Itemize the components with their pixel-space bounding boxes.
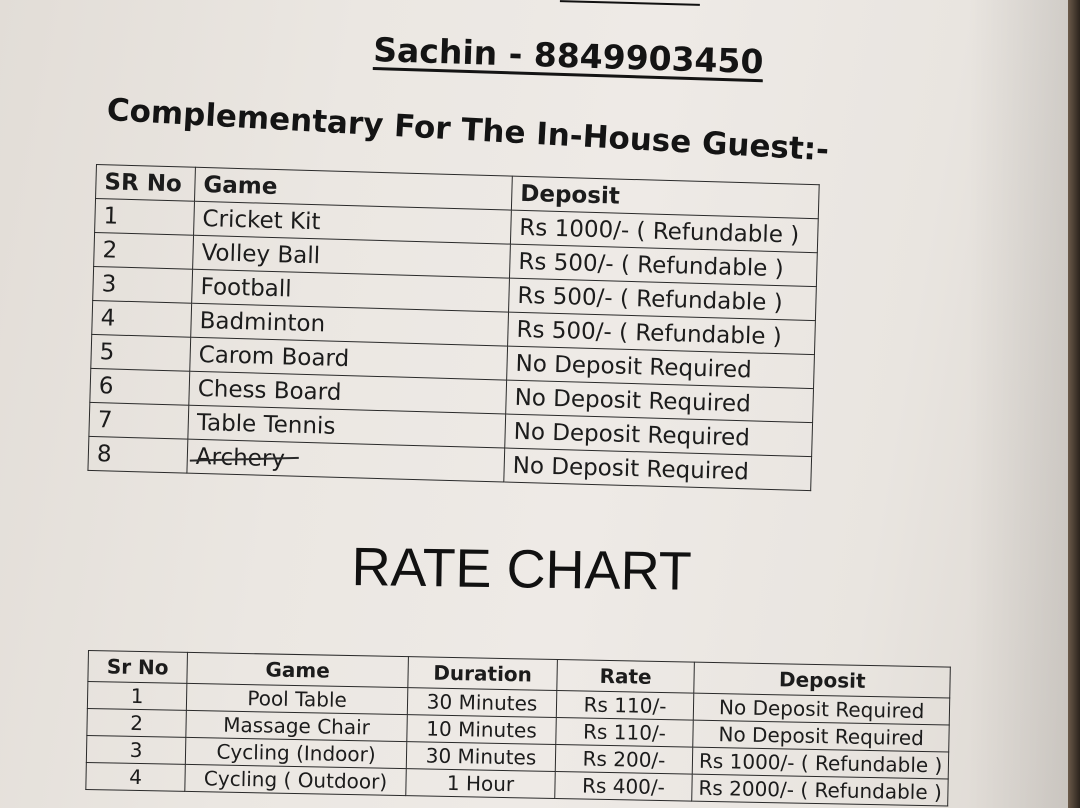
sr-cell: 2 [87, 708, 187, 737]
rate-cell: Rs 110/- [556, 691, 693, 721]
contact-line: Sachin - 8849903450 [372, 30, 764, 82]
sr-cell: 1 [87, 682, 187, 711]
frame-edge [1068, 0, 1080, 808]
game-cell: Football [192, 269, 510, 312]
sr-cell: 7 [89, 402, 189, 439]
game-cell: Table Tennis [188, 405, 506, 448]
header-rate: Rate [557, 660, 695, 694]
cut-off-underline [560, 0, 700, 6]
sr-cell: 4 [92, 300, 192, 337]
duration-cell: 30 Minutes [406, 742, 555, 772]
deposit-cell: Rs 1000/- ( Refundable ) [510, 210, 818, 253]
sr-cell: 3 [86, 735, 186, 764]
sr-cell: 2 [94, 232, 194, 269]
deposit-cell: No Deposit Required [693, 693, 950, 725]
game-cell: Chess Board [189, 371, 507, 414]
header-sr-no: Sr No [88, 651, 188, 684]
header-deposit: Deposit [694, 662, 951, 698]
complementary-heading: Complementary For The In-House Guest:- [105, 92, 830, 169]
deposit-cell: No Deposit Required [506, 380, 814, 423]
deposit-cell: No Deposit Required [505, 414, 813, 457]
game-cell: Pool Table [186, 683, 407, 714]
header-sr-no: SR No [96, 165, 196, 202]
sr-cell: 1 [95, 199, 195, 236]
sr-cell: 6 [90, 368, 190, 405]
game-cell: Badminton [191, 303, 509, 346]
header-deposit: Deposit [511, 176, 819, 219]
rate-table [85, 650, 951, 807]
deposit-cell: No Deposit Required [507, 346, 815, 389]
game-cell: Cycling ( Outdoor) [185, 764, 406, 795]
rate-table-wrap [85, 650, 951, 807]
game-cell: Massage Chair [186, 710, 407, 741]
deposit-cell: No Deposit Required [504, 448, 812, 491]
rate-chart-title: RATE CHART [351, 536, 692, 602]
deposit-cell: Rs 2000/- ( Refundable ) [692, 774, 949, 806]
deposit-cell: Rs 500/- ( Refundable ) [509, 278, 817, 321]
duration-cell: 1 Hour [406, 769, 555, 799]
header-game: Game [194, 167, 512, 210]
rate-cell: Rs 200/- [555, 744, 692, 774]
deposit-cell: No Deposit Required [693, 720, 950, 752]
game-cell: Volley Ball [193, 235, 511, 278]
header-duration: Duration [408, 657, 558, 691]
rate-cell: Rs 400/- [555, 771, 692, 801]
complementary-table [87, 164, 819, 491]
deposit-cell: Rs 500/- ( Refundable ) [508, 312, 816, 355]
deposit-cell: Rs 1000/- ( Refundable ) [692, 747, 949, 779]
duration-cell: 10 Minutes [407, 715, 556, 745]
sr-cell: 5 [91, 334, 191, 371]
rate-cell: Rs 110/- [556, 718, 693, 748]
deposit-cell: Rs 500/- ( Refundable ) [509, 244, 817, 287]
game-cell: Cricket Kit [194, 201, 512, 244]
paper-shadow [968, 0, 1068, 808]
complementary-table-wrap [87, 164, 819, 491]
game-cell: Carom Board [190, 337, 508, 380]
sr-cell: 8 [88, 436, 188, 473]
header-game: Game [187, 652, 409, 687]
duration-cell: 30 Minutes [407, 688, 556, 718]
game-cell: Cycling (Indoor) [185, 737, 406, 768]
sr-cell: 4 [86, 762, 186, 791]
struck-through-game: Archery [195, 443, 286, 472]
sr-cell: 3 [93, 266, 193, 303]
